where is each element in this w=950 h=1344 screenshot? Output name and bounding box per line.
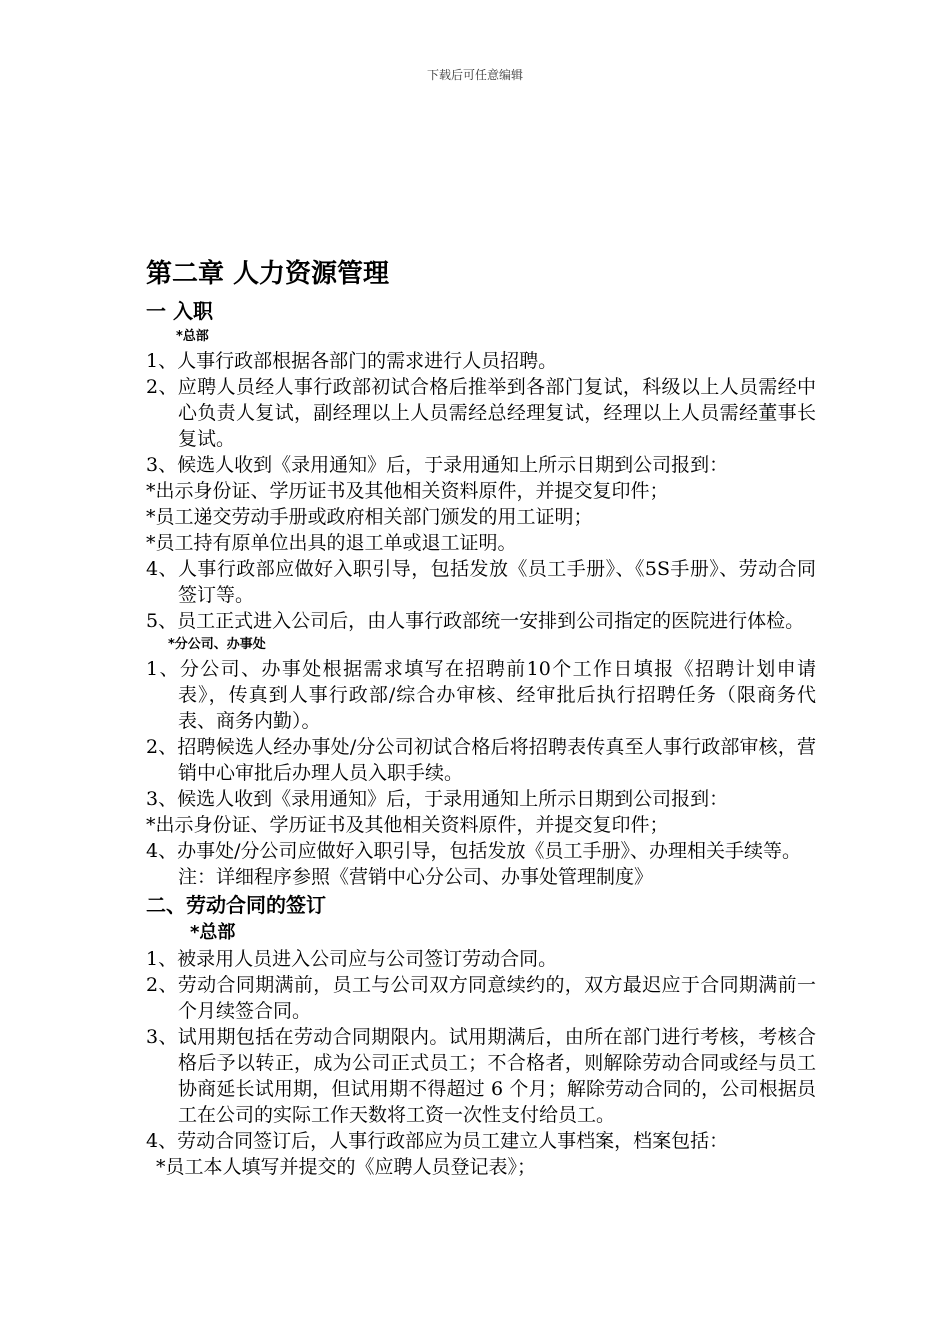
list-item: 4、人事行政部应做好入职引导，包括发放《员工手册》、《5S手册》、劳动合同签订等。 [146, 558, 816, 606]
list-item: 2、招聘候选人经办事处/分公司初试合格后将招聘表传真至人事行政部审核，营销中心审批后办理人员入职手续。 [146, 736, 816, 784]
list-item: 4、办事处/分公司应做好入职引导，包括发放《员工手册》、办理相关手续等。 [146, 840, 801, 862]
list-item: 4、劳动合同签订后，人事行政部应为员工建立人事档案，档案包括： [146, 1130, 729, 1152]
note-text: 注：详细程序参照《营销中心分公司、办事处管理制度》 [178, 866, 654, 888]
list-item: 5、员工正式进入公司后，由人事行政部统一安排到公司指定的医院进行体检。 [146, 610, 805, 632]
bullet-item: *员工本人填写并提交的《应聘人员登记表》； [156, 1156, 537, 1178]
section-title-onboarding: 一 入职 [146, 299, 213, 323]
list-item: 2、应聘人员经人事行政部初试合格后推举到各部门复试，科级以上人员需经中心负责人复试，副经理以上人员需经总经理复试，经理以上人员需经董事长复试。 [146, 376, 816, 450]
list-item: 1、分公司、办事处根据需求填写在招聘前10个工作日填报《招聘计划申请表》，传真到人事行政部/综合办审核、经审批后执行招聘任务（限商务代表、商务内勤）。 [146, 658, 816, 732]
bullet-item: *员工持有原单位出具的退工单或退工证明。 [146, 532, 517, 554]
bullet-item: *员工递交劳动手册或政府相关部门颁发的用工证明； [146, 506, 593, 528]
page-header: 下载后可任意编辑 [426, 68, 523, 82]
list-item: 2、劳动合同期满前，员工与公司双方同意续约的，双方最迟应于合同期满前一个月续签合同。 [146, 974, 816, 1022]
bullet-item: *出示身份证、学历证书及其他相关资料原件，并提交复印件； [146, 814, 669, 836]
list-item: 3、候选人收到《录用通知》后，于录用通知上所示日期到公司报到： [146, 788, 729, 810]
chapter-title: 第二章 人力资源管理 [146, 259, 390, 289]
list-item: 1、被录用人员进入公司应与公司签订劳动合同。 [146, 948, 558, 970]
list-item: 3、试用期包括在劳动合同期限内。试用期满后，由所在部门进行考核，考核合格后予以转正，成为公司正式员工；不合格者，则解除劳动合同或经与员工协商延长试用期，但试用期不得超过 6 个月；解除劳动合同的，公司根据员工在公司的实际工作天数将工资一次性支付给员工。 [146, 1026, 816, 1126]
bullet-item: *出示身份证、学历证书及其他相关资料原件，并提交复印件； [146, 480, 669, 502]
subsection-label-hq: *总部 [176, 329, 209, 344]
list-item: 3、候选人收到《录用通知》后，于录用通知上所示日期到公司报到： [146, 454, 729, 476]
document-body [146, 252, 816, 1180]
subsection-label-hq: *总部 [190, 922, 236, 943]
list-item: 1、人事行政部根据各部门的需求进行人员招聘。 [146, 350, 558, 372]
section-title-contract: 二、劳动合同的签订 [146, 893, 326, 917]
subsection-label-branch: *分公司、办事处 [168, 637, 266, 652]
